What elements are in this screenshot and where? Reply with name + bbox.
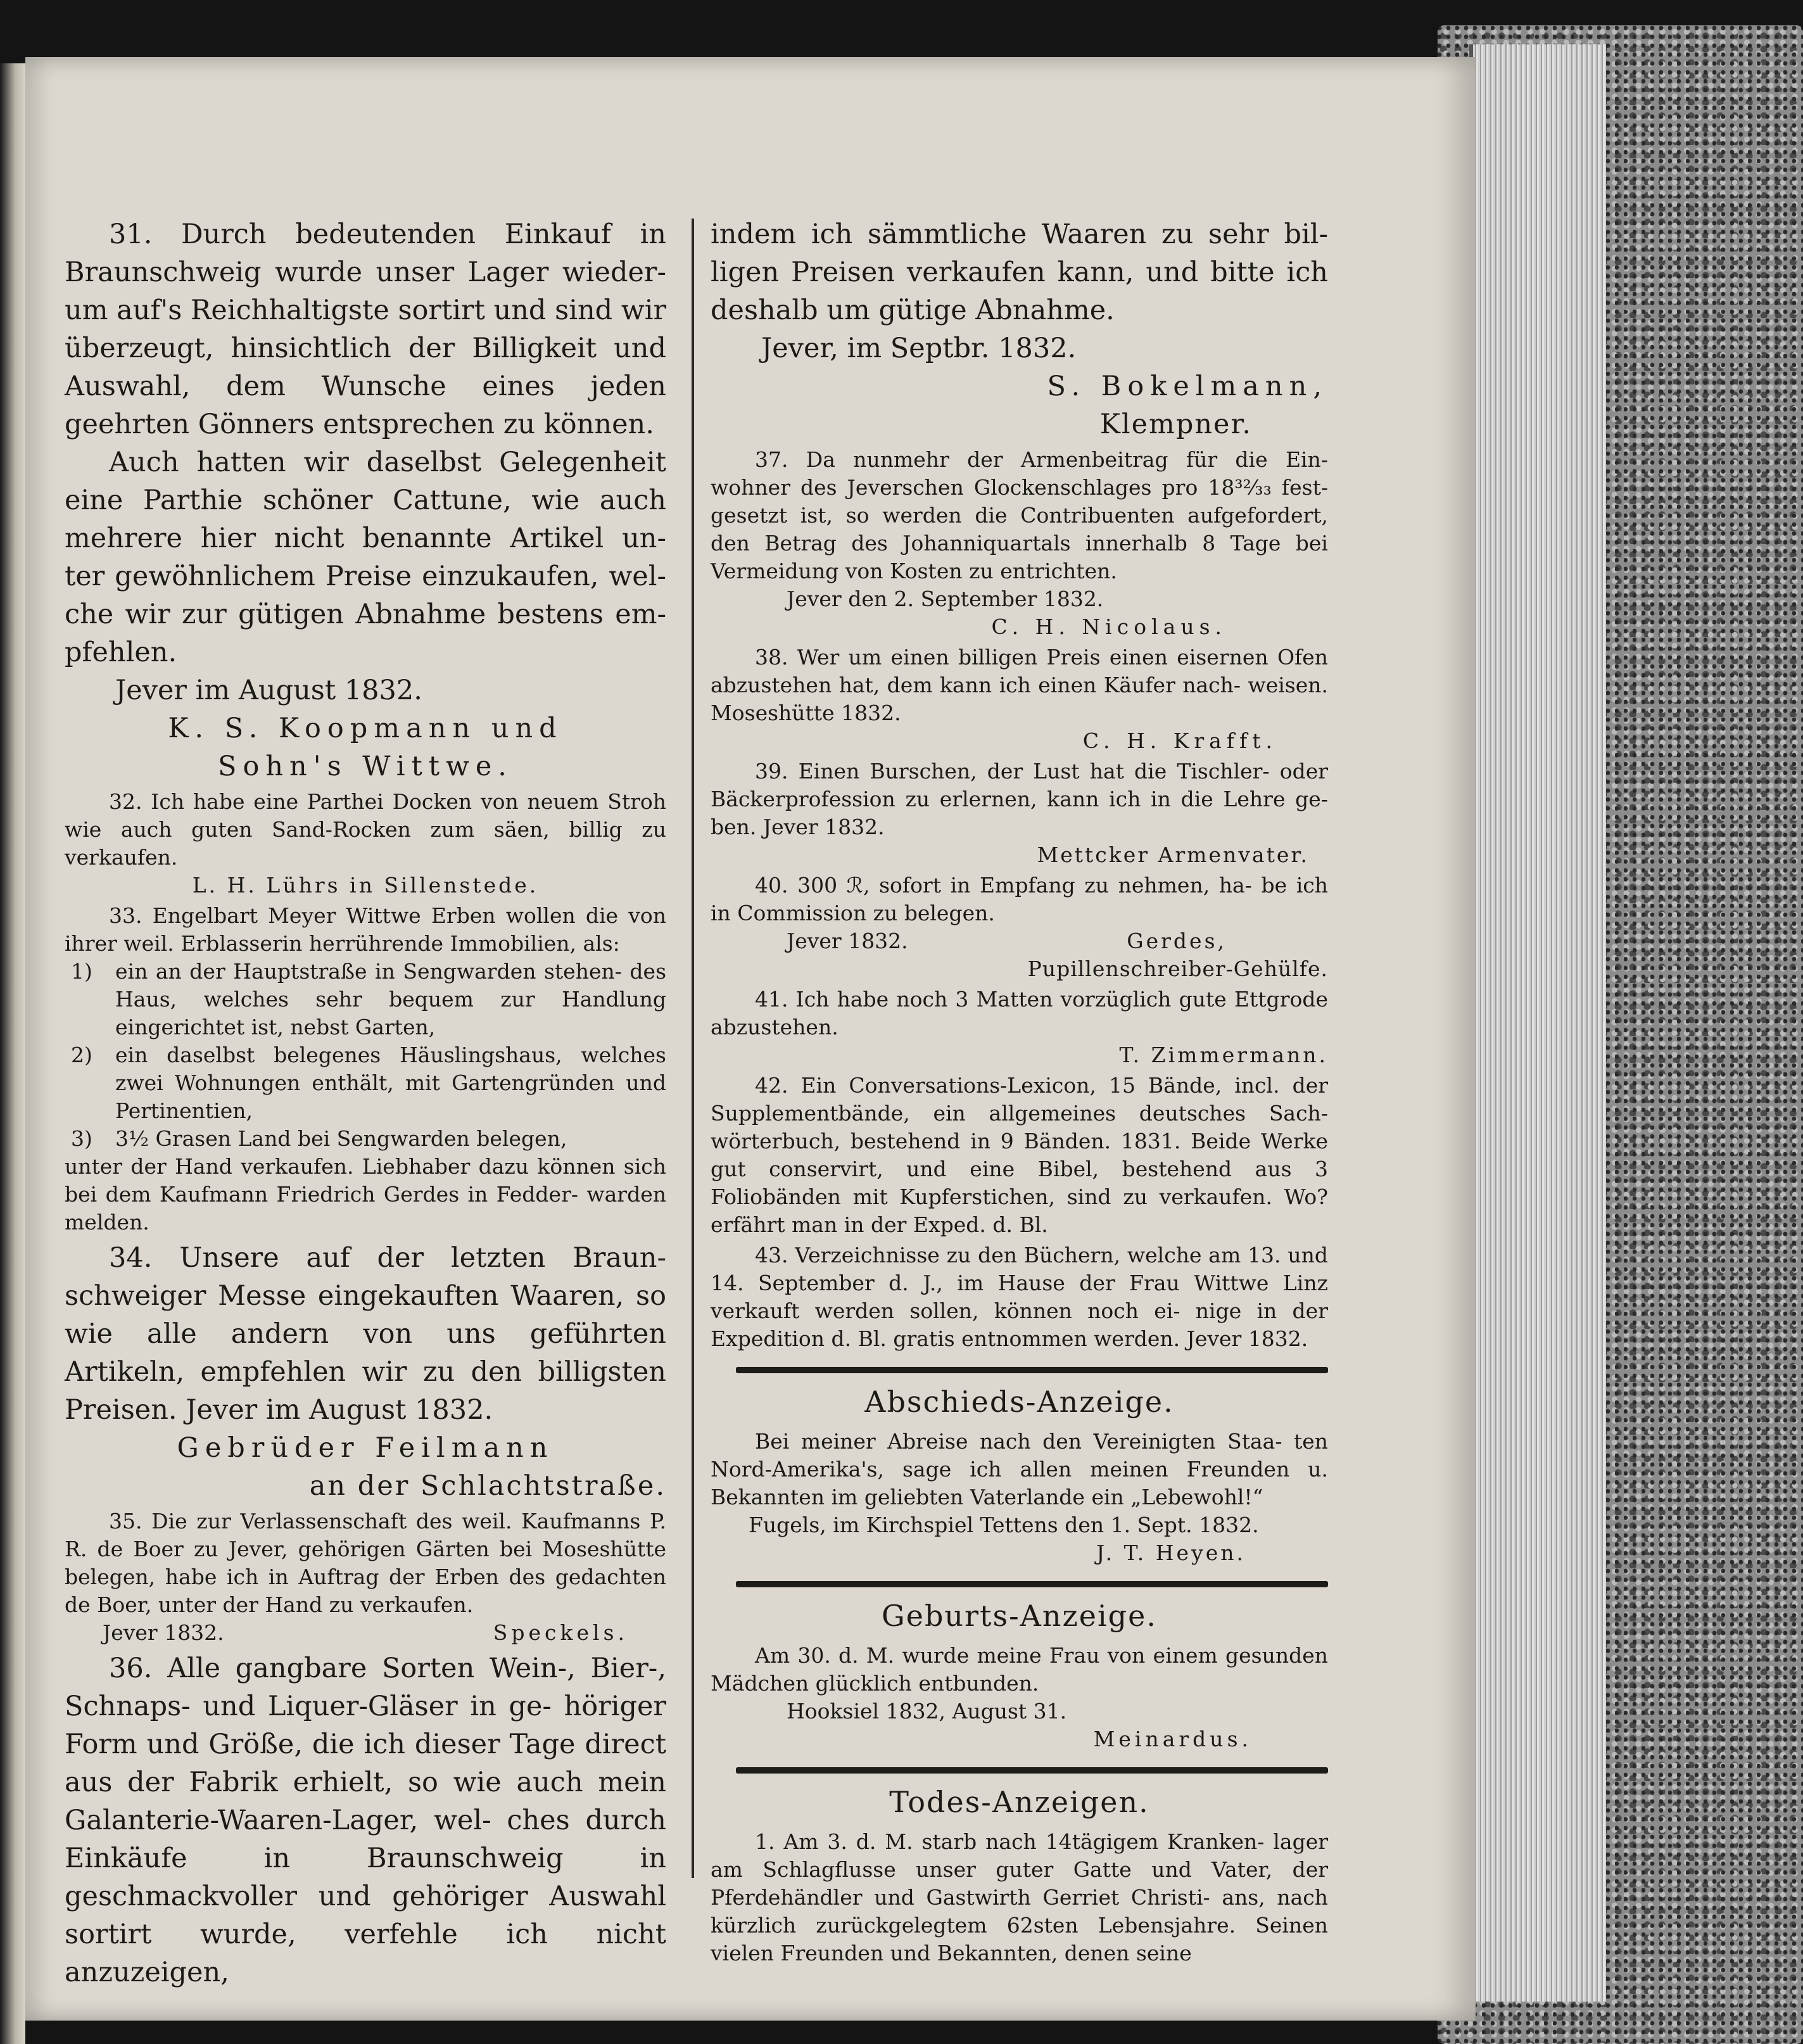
notice-35 [65,1508,666,1647]
notice-32-text: 32. Ich habe eine Parthei Docken von neuem Stroh wie auch guten Sand-Rocken zum säen, billig zu verkaufen. [65,789,666,870]
notice-40-footer [711,927,1328,955]
notice-37-text: 37. Da nunmehr der Armenbeitrag für die Ein- wohner des Jeverschen Glockenschlages pro 18³²⁄₃₃ fest- gesetzt ist, so werden die Contribuenten aufgefordert, den Betrag des Johanniquartals innerhalb 8 Tage bei Vermeidung von Kosten zu entrichten. [711,447,1328,583]
notice-34-signature-2: an der Schlachtstraße. [309,1470,666,1502]
notice-36-signature: S. Bokelmann, [1047,371,1328,402]
notice-33-intro: 33. Engelbart Meyer Wittwe Erben wollen die von ihrer weil. Erblasserin herrührende Immobilien, als: [65,903,666,956]
notice-39-text: 39. Einen Burschen, der Lust hat die Tischler- oder Bäckerprofession zu erlernen, kann ich in die Lehre ge- ben. Jever 1832. [711,759,1328,839]
notice-31-signature: K. S. Koopmann und [168,713,563,744]
farewell-place: Fugels, im Kirchspiel Tettens den 1. Sept. 1832. [749,1513,1259,1537]
left-column [65,215,666,1994]
notice-36-text: 36. Alle gangbare Sorten Wein-, Bier-, Schnaps- und Liquer-Gläser in ge- höriger Form und Größe, die ich dieser Tage direct aus der Fabrik erhielt, so wie auch mein Galanterie-Waaren-Lager, wel- ches durch Einkäufe in Braunschweig in geschmackvoller und gehöriger Auswahl sortirt wurde, verfehle ich nicht anzuzeigen, [65,1653,666,1988]
farewell-text: Bei meiner Abreise nach den Vereinigten Staa- ten Nord-Amerika's, sage ich allen meinen Freunden u. Bekannten im geliebten Vaterlande ein „Lebewohl!“ [711,1429,1328,1509]
section-rule [736,1581,1328,1587]
notice-36-continued [711,215,1328,443]
notice-37 [711,446,1328,641]
notice-32-signature: L. H. Lührs in Sillenstede. [192,873,539,898]
right-column [711,215,1328,1970]
notice-42 [711,1072,1328,1239]
notice-34-text: 34. Unsere auf der letzten Braun- schweiger Messe eingekauften Waaren, so wie alle andern von uns geführten Artikeln, empfehlen wir zu den billigsten Preisen. Jever im August 1832. [65,1242,666,1426]
list-item: 3) 3½ Grasen Land bei Sengwarden belegen, [71,1126,567,1151]
notice-37-signature: C. H. Nicolaus. [991,614,1227,639]
notice-36-signature-2: Klempner. [1099,409,1252,440]
notice-40-signature: Gerdes, [1127,929,1227,953]
notice-31-signature-2: Sohn's Wittwe. [218,751,513,782]
notice-31-place: Jever im August 1832. [115,675,422,706]
notice-43 [711,1241,1328,1353]
birth-signature: Meinardus. [1093,1727,1252,1751]
notice-33-outro: unter der Hand verkaufen. Liebhaber dazu können sich bei dem Kaufmann Friedrich Gerdes in Fedder- warden melden. [65,1154,666,1235]
notice-31-text: 31. Durch bedeutenden Einkauf in Braunschweig wurde unser Lager wieder- um auf's Reichhaltigste sortirt und sind wir überzeugt, hinsichtlich der Billigkeit und Auswahl, dem Wunsche eines jeden geehrten Gönners entsprechen zu können. [65,219,666,440]
notice-35-text: 35. Die zur Verlassenschaft des weil. Kaufmanns P. R. de Boer zu Jever, gehörigen Gärten bei Moseshütte belegen, habe ich in Auftrag der Erben des gedachten de Boer, unter der Hand zu verkaufen. [65,1509,666,1617]
notice-36 [65,1649,666,1991]
notice-40-signature-2: Pupillenschreiber-Gehülfe. [1027,956,1328,981]
notice-43-text: 43. Verzeichnisse zu den Büchern, welche am 13. und 14. September d. J., im Hause der Frau Wittwe Linz verkauft werden sollen, können noch ei- nige in der Expedition d. Bl. gratis entnommen werden. Jever 1832. [711,1243,1328,1351]
notice-40-text: 40. 300 ℛ, sofort in Empfang zu nehmen, ha- be ich in Commission zu belegen. [711,873,1328,925]
notice-41-signature: T. Zimmermann. [1119,1043,1328,1067]
birth-place: Hooksiel 1832, August 31. [787,1699,1067,1723]
notice-31 [65,215,666,785]
notice-42-text: 42. Ein Conversations-Lexicon, 15 Bände, incl. der Supplementbände, ein allgemeines deutsches Sach- wörterbuch, bestehend in 9 Bänden. 1831. Beide Werke gut conservirt, und eine Bibel, bestehend aus 3 Foliobänden mit Kupferstichen, sind zu verkaufen. Wo? erfährt man in der Exped. d. Bl. [711,1073,1328,1237]
farewell-signature: J. T. Heyen. [1096,1540,1246,1565]
newspaper-page [25,57,1476,2021]
notice-40 [711,872,1328,983]
birth-text: Am 30. d. M. wurde meine Frau von einem gesunden Mädchen glücklich entbunden. [711,1643,1328,1696]
notice-35-signature: Speckels. [493,1620,628,1645]
book-left-edge [0,63,25,2044]
notice-41 [711,986,1328,1069]
farewell-notice [711,1380,1328,1567]
notice-40-place: Jever 1832. [787,929,908,953]
notice-36-place: Jever, im Septbr. 1832. [761,333,1077,364]
death-notices [711,1780,1328,1967]
notice-33-property-list [65,958,666,1153]
death-heading: Todes-Anzeigen. [889,1785,1149,1819]
notice-37-place: Jever den 2. September 1832. [787,587,1104,611]
notice-39-signature: Mettcker Armenvater. [1037,842,1309,867]
notice-35-place: Jever 1832. [103,1620,224,1645]
notice-34-signature: Gebrüder Feilmann [177,1432,554,1464]
section-rule [736,1767,1328,1774]
notice-32 [65,788,666,899]
birth-notice [711,1594,1328,1753]
notice-36-continued-text: indem ich sämmtliche Waaren zu sehr bil- ligen Preisen verkaufen kann, und bitte ich deshalb um gütige Abnahme. [711,219,1328,326]
notice-41-text: 41. Ich habe noch 3 Matten vorzüglich gute Ettgrode abzustehen. [711,987,1328,1039]
list-item: 2) ein daselbst belegenes Häuslingshaus, welches zwei Wohnungen enthält, mit Gartengründen und Pertinentien, [71,1043,666,1123]
list-item: 1) ein an der Hauptstraße in Sengwarden stehen- des Haus, welches sehr bequem zur Handlung eingerichtet ist, nebst Garten, [71,959,666,1039]
column-rule [692,219,694,1878]
notice-31-text2: Auch hatten wir daselbst Gelegenheit eine Parthie schöner Cattune, wie auch mehrere hier nicht benannte Artikel un- ter gewöhnlichem Preise einzukaufen, wel- che wir zur gütigen Abnahme bestens em- pfehlen. [65,447,666,668]
birth-heading: Geburts-Anzeige. [882,1599,1157,1633]
notice-38-signature: C. H. Krafft. [1082,728,1277,753]
death-notice-1-text: 1. Am 3. d. M. starb nach 14tägigem Kranken- lager am Schlagflusse unser guter Gatte und Vater, der Pferdehändler und Gastwirth Gerriet Christi- ans, nach kürzlich zurückgelegtem 62sten Lebensjahre. Seinen vielen Freunden und Bekannten, denen seine [711,1829,1328,1965]
section-rule [736,1367,1328,1373]
notice-39 [711,758,1328,869]
book-pages-edge [1469,44,1606,2002]
farewell-heading: Abschieds-Anzeige. [864,1385,1174,1419]
notice-33 [65,902,666,1236]
notice-35-footer [65,1619,666,1647]
notice-38-text: 38. Wer um einen billigen Preis einen eisernen Ofen abzustehen hat, dem kann ich einen Käufer nach- weisen. Moseshütte 1832. [711,645,1328,725]
notice-38 [711,644,1328,755]
notice-34 [65,1239,666,1505]
